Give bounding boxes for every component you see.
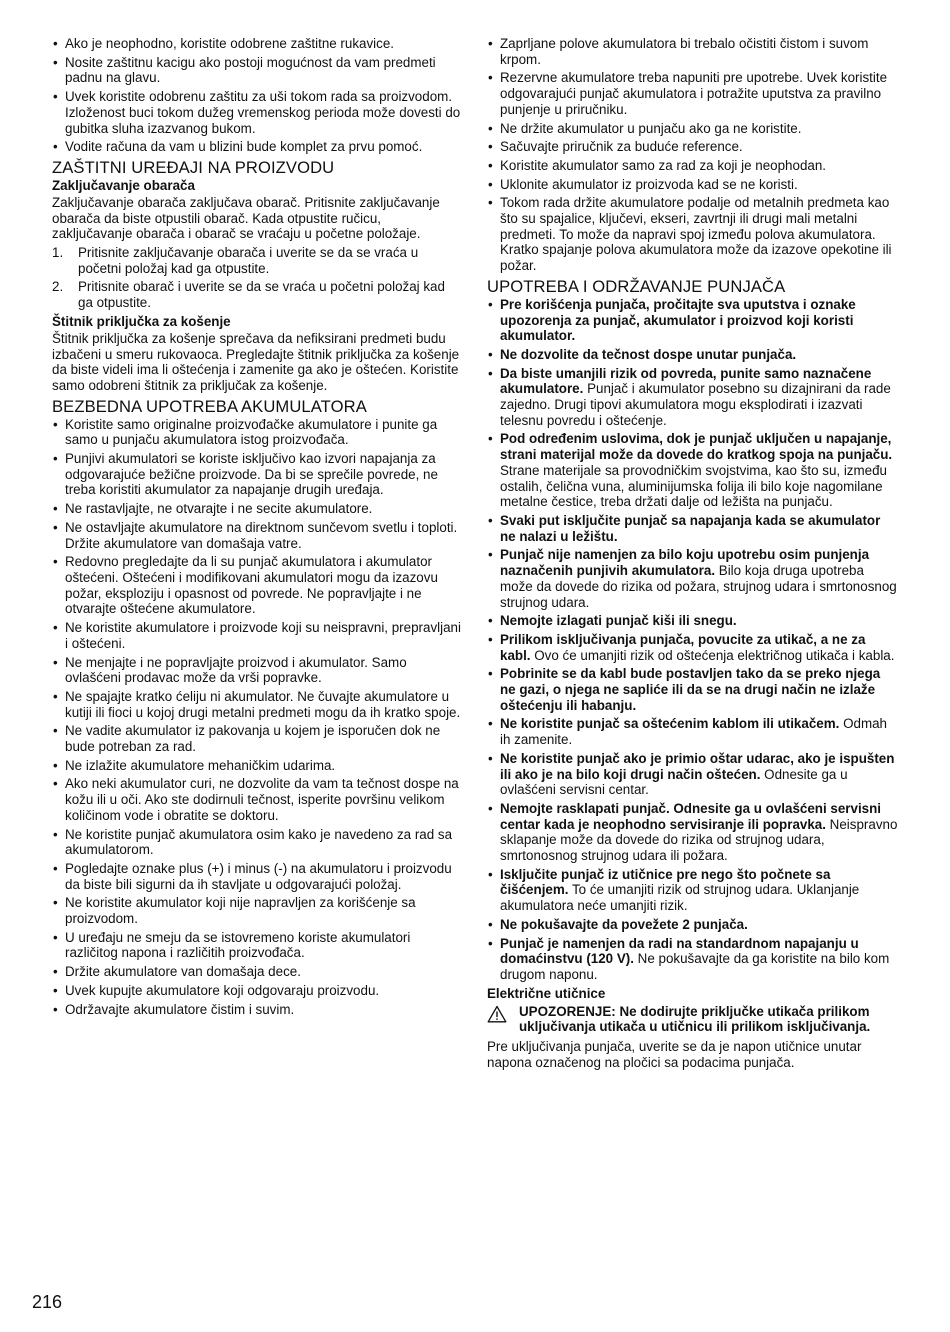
bold-text: Da biste umanjili rizik od povreda, punite samo naznačene akumulatore. [500,365,872,397]
list-item [487,632,899,663]
list-item: • Uvek koristite odobrenu zaštitu za uši tokom rada sa proizvodom. Izloženost buci tokom dužeg vremenskog perioda može dovesti do gubitka sluha izazvanog bukom. [52,89,462,136]
normal-text: Neispravno sklapanje može da dovede do rizika od strujnog udara, smrtonosnog strujnog udara ili požara. [500,816,898,864]
list-item: • Uvek kupujte akumulatore koji odgovaraju proizvodu. [52,983,462,999]
charger-bullet-list [487,297,899,983]
warning-block [487,1004,899,1035]
list-item: • Ne koristite akumulator koji nije napravljen za korišćenje sa proizvodom. [52,895,462,926]
guard-text: Štitnik priključka za košenje sprečava da nefiksirani predmeti budu izbačeni u smeru rukovaoca. Pregledajte štitnik priključka za košenje da biste videli ima li oštećenja i zamenite ga ako je oštećen. Koristite samo odobreni štitnik za priključak za košenje. [52,330,460,393]
list-item: • Punjivi akumulatori se koriste isključivo kao izvori napajanja za odgovarajuće bežične proizvode. Da bi se sprečile povrede, ne treba koristiti akumulator za napajanje drugih uređaja. [52,451,462,498]
list-item: • Redovno pregledajte da li su punjač akumulatora i akumulator oštećeni. Oštećeni i modifikovani akumulatori mogu da izazovu požar, eksploziju i opasnost od povrede. Ne popravljajte i ne otvarajte oštećene akumulatore. [52,554,462,617]
list-item: • Tokom rada držite akumulatore podalje od metalnih predmeta kao što su spajalice, ključevi, ekseri, zavrtnji ili drugi mali metalni predmeti. To može da napravi spoj između polova akumulatora. Kratko spajanje polova akumulatora može da izazove opekotine ili požar. [487,195,899,274]
list-item [487,917,899,933]
right-column [487,36,899,1073]
list-item [487,297,899,344]
list-item: • Nosite zaštitnu kacigu ako postoji mogućnost da vam predmeti padnu na glavu. [52,55,462,86]
bold-text: Nemojte rasklapati punjač. Odnesite ga u ovlašćeni servisni centar kada je neophodno servisiranje ili popravka. [500,800,882,832]
list-item [487,936,899,983]
list-item [487,716,899,747]
list-item: • Koristite samo originalne proizvođačke akumulatore i punite ga samo u punjaču akumulatora istog proizvođača. [52,417,462,448]
battery-bullet-list [52,417,462,1018]
battery-bullet-list-continued [487,36,899,274]
page-number: 216 [32,1292,63,1312]
step-text: Pritisnite obarač i uverite se da se vraća u početni položaj kad ga otpustite. [78,279,445,311]
list-item: • Pogledajte oznake plus (+) i minus (-) na akumulatoru i proizvodu da biste bili sigurni da ih stavljate u odgovarajući položaj. [52,861,462,892]
bold-text: Pre korišćenja punjača, pročitajte sva uputstva i oznake upozorenja za punjač, akumulator i proizvod koji koristi akumulator. [500,296,856,344]
list-item: • Ne menjajte i ne popravljajte proizvod i akumulator. Samo ovlašćeni prodavac može da vrši popravke. [52,655,462,686]
bold-text: Ne koristite punjač sa oštećenim kablom ili utikačem. [500,716,840,732]
charger-heading: UPOTREBA I ODRŽAVANJE PUNJAČA [487,276,786,296]
list-item: • Koristite akumulator samo za rad za koji je neophodan. [487,158,899,174]
list-item [487,547,899,610]
list-item: • Ako je neophodno, koristite odobrene zaštitne rukavice. [52,36,462,52]
list-item: • U uređaju ne smeju da se istovremeno koriste akumulatori različitog napona i različitih proizvođača. [52,930,462,961]
list-item [52,245,462,276]
list-item: • Ne spajajte kratko ćeliju ni akumulator. Ne čuvajte akumulatore u kutiji ili fioci u kojoj drugi metalni predmeti mogu da ih kratko spoje. [52,689,462,720]
bold-text: Prilikom isključivanja punjača, povucite za utikač, a ne za kabl. [500,631,866,663]
warning-triangle-icon [487,1005,507,1023]
normal-text: Ovo će umanjiti rizik od oštećenja električnog utikača i kabla. [530,647,895,663]
list-item: • Ne držite akumulator u punjaču ako ga ne koristite. [487,121,899,137]
list-item: • Držite akumulatore van domašaja dece. [52,964,462,980]
list-item: • Ne vadite akumulator iz pakovanja u kojem je isporučen dok ne bude potreban za rad. [52,723,462,754]
list-item [487,431,899,510]
step-number: 2. [52,279,64,295]
list-item: • Ne rastavljajte, ne otvarajte i ne secite akumulatore. [52,501,462,517]
list-item: • Zaprljane polove akumulatora bi trebalo očistiti čistom i suvom krpom. [487,36,899,67]
left-column [52,36,462,1020]
list-item [52,279,462,310]
list-item: • Ne koristite punjač akumulatora osim kako je navedeno za rad sa akumulatorom. [52,827,462,858]
outlets-heading: Električne utičnice [487,985,606,1001]
list-item [487,751,899,798]
list-item: • Ako neki akumulator curi, ne dozvolite da vam ta tečnost dospe na kožu ili u oči. Ako ste dodirnuli tečnost, isperite površinu velikom količinom vode i obratite se doktoru. [52,776,462,823]
bold-text: Isključite punjač iz utičnice pre nego što počnete sa čišćenjem. [500,866,831,898]
bold-text: Pod određenim uslovima, dok je punjač uključen u napajanje, strani materijal može da dovede do kratkog spoja na punjaču. [500,431,893,463]
bold-text: Nemojte izlagati punjač kiši ili snegu. [500,613,737,629]
trigger-lock-heading: Zaključavanje obarača [52,177,195,193]
normal-text: To će umanjiti rizik od strujnog udara. Uklanjanje akumulatora neće umanjiti rizik. [500,882,860,914]
list-item [487,801,899,864]
bold-text: Pobrinite se da kabl bude postavljen tako da se preko njega ne gazi, o njega ne sapliće ili da se na drugi način ne izlaže oštećenju ili habanju. [500,666,881,713]
list-item [487,513,899,544]
normal-text: Odnesite ga u ovlašćeni servisni centar. [500,766,848,798]
list-item [487,613,899,629]
list-item [487,366,899,429]
normal-text: Punjač i akumulator posebno su dizajnirani da rade zajedno. Drugi tipovi akumulatora mogu eksplodirati i izazvati telesnu povredu i oštećenje. [500,381,891,428]
step-text: Pritisnite zaključavanje obarača i uverite se da se vraća u početni položaj kad ga otpustite. [78,245,419,276]
bold-text: Punjač je namenjen da radi na standardnom napajanju u domaćinstvu (120 V). [500,935,859,967]
normal-text: Strane materijale sa provodničkim svojstvima, kao što su, između ostalih, čelična vuna, aluminijumska folija ili bilo koje nagomilane metalne čestice, treba držati dalje od ležišta na punjaču. [500,462,887,510]
trigger-steps-list [52,245,462,311]
list-item: • Vodite računa da vam u blizini bude komplet za prvu pomoć. [52,139,462,155]
list-item: • Uklonite akumulator iz proizvoda kad se ne koristi. [487,177,899,193]
list-item [487,347,899,363]
list-item: • Ne koristite akumulatore i proizvode koji su neispravni, prepravljani i oštećeni. [52,620,462,651]
bold-text: Ne pokušavajte da povežete 2 punjača. [500,916,748,932]
list-item: • Održavajte akumulatore čistim i suvim. [52,1002,462,1018]
list-item: • Rezervne akumulatore treba napuniti pre upotrebe. Uvek koristite odgovarajući punjač akumulatora i potražite uputstva za pravilno punjenje u priručniku. [487,70,899,117]
outlet-voltage-text: Pre uključivanja punjača, uverite se da je napon utičnice unutar napona označenog na pločici sa podacima punjača. [487,1039,862,1070]
trigger-lock-text: Zaključavanje obarača zaključava obarač. Pritisnite zaključavanje obarača da biste otpustili obarač. Kada otpustite ručicu, zaključavanje obarača i obarač se vraćaju u početne položaje. [52,194,440,242]
bold-text: Ne koristite punjač ako je primio oštar udarac, ako je ispušten ili ako je na bilo koji drugi način oštećen. [500,750,895,782]
list-item: • Ne ostavljajte akumulatore na direktnom sunčevom svetlu i toploti. Držite akumulatore van domašaja vatre. [52,520,462,551]
bold-text: Svaki put isključite punjač sa napajanja kada se akumulator ne nalazi u ležištu. [500,512,881,544]
safety-devices-heading: ZAŠTITNI UREĐAJI NA PROIZVODU [52,157,335,177]
intro-bullet-list [52,36,462,155]
list-item [487,867,899,914]
step-number: 1. [52,245,64,261]
normal-text: Ne pokušavajte da ga koristite na bilo kom drugom naponu. [500,951,890,982]
normal-text: Bilo koja druga upotreba može da dovede do rizika od požara, strujnog udara i smrtonosnog strujnog udara. [500,563,897,610]
normal-text: Odmah ih zamenite. [500,716,887,748]
guard-heading: Štitnik priključka za košenje [52,313,231,329]
bold-text: Ne dozvolite da tečnost dospe unutar punjača. [500,346,797,362]
warning-text: UPOZORENJE: Ne dodirujte priključke utikača prilikom uključivanja utikača u utičnicu ili prilikom isključivanja. [519,1003,871,1035]
list-item [487,666,899,713]
list-item: • Sačuvajte priručnik za buduće reference. [487,139,899,155]
list-item: • Ne izlažite akumulatore mehaničkim udarima. [52,758,462,774]
bold-text: Punjač nije namenjen za bilo koju upotrebu osim punjenja naznačenih punjivih akumulatora. [500,547,870,579]
battery-safety-heading: BEZBEDNA UPOTREBA AKUMULATORA [52,396,367,416]
